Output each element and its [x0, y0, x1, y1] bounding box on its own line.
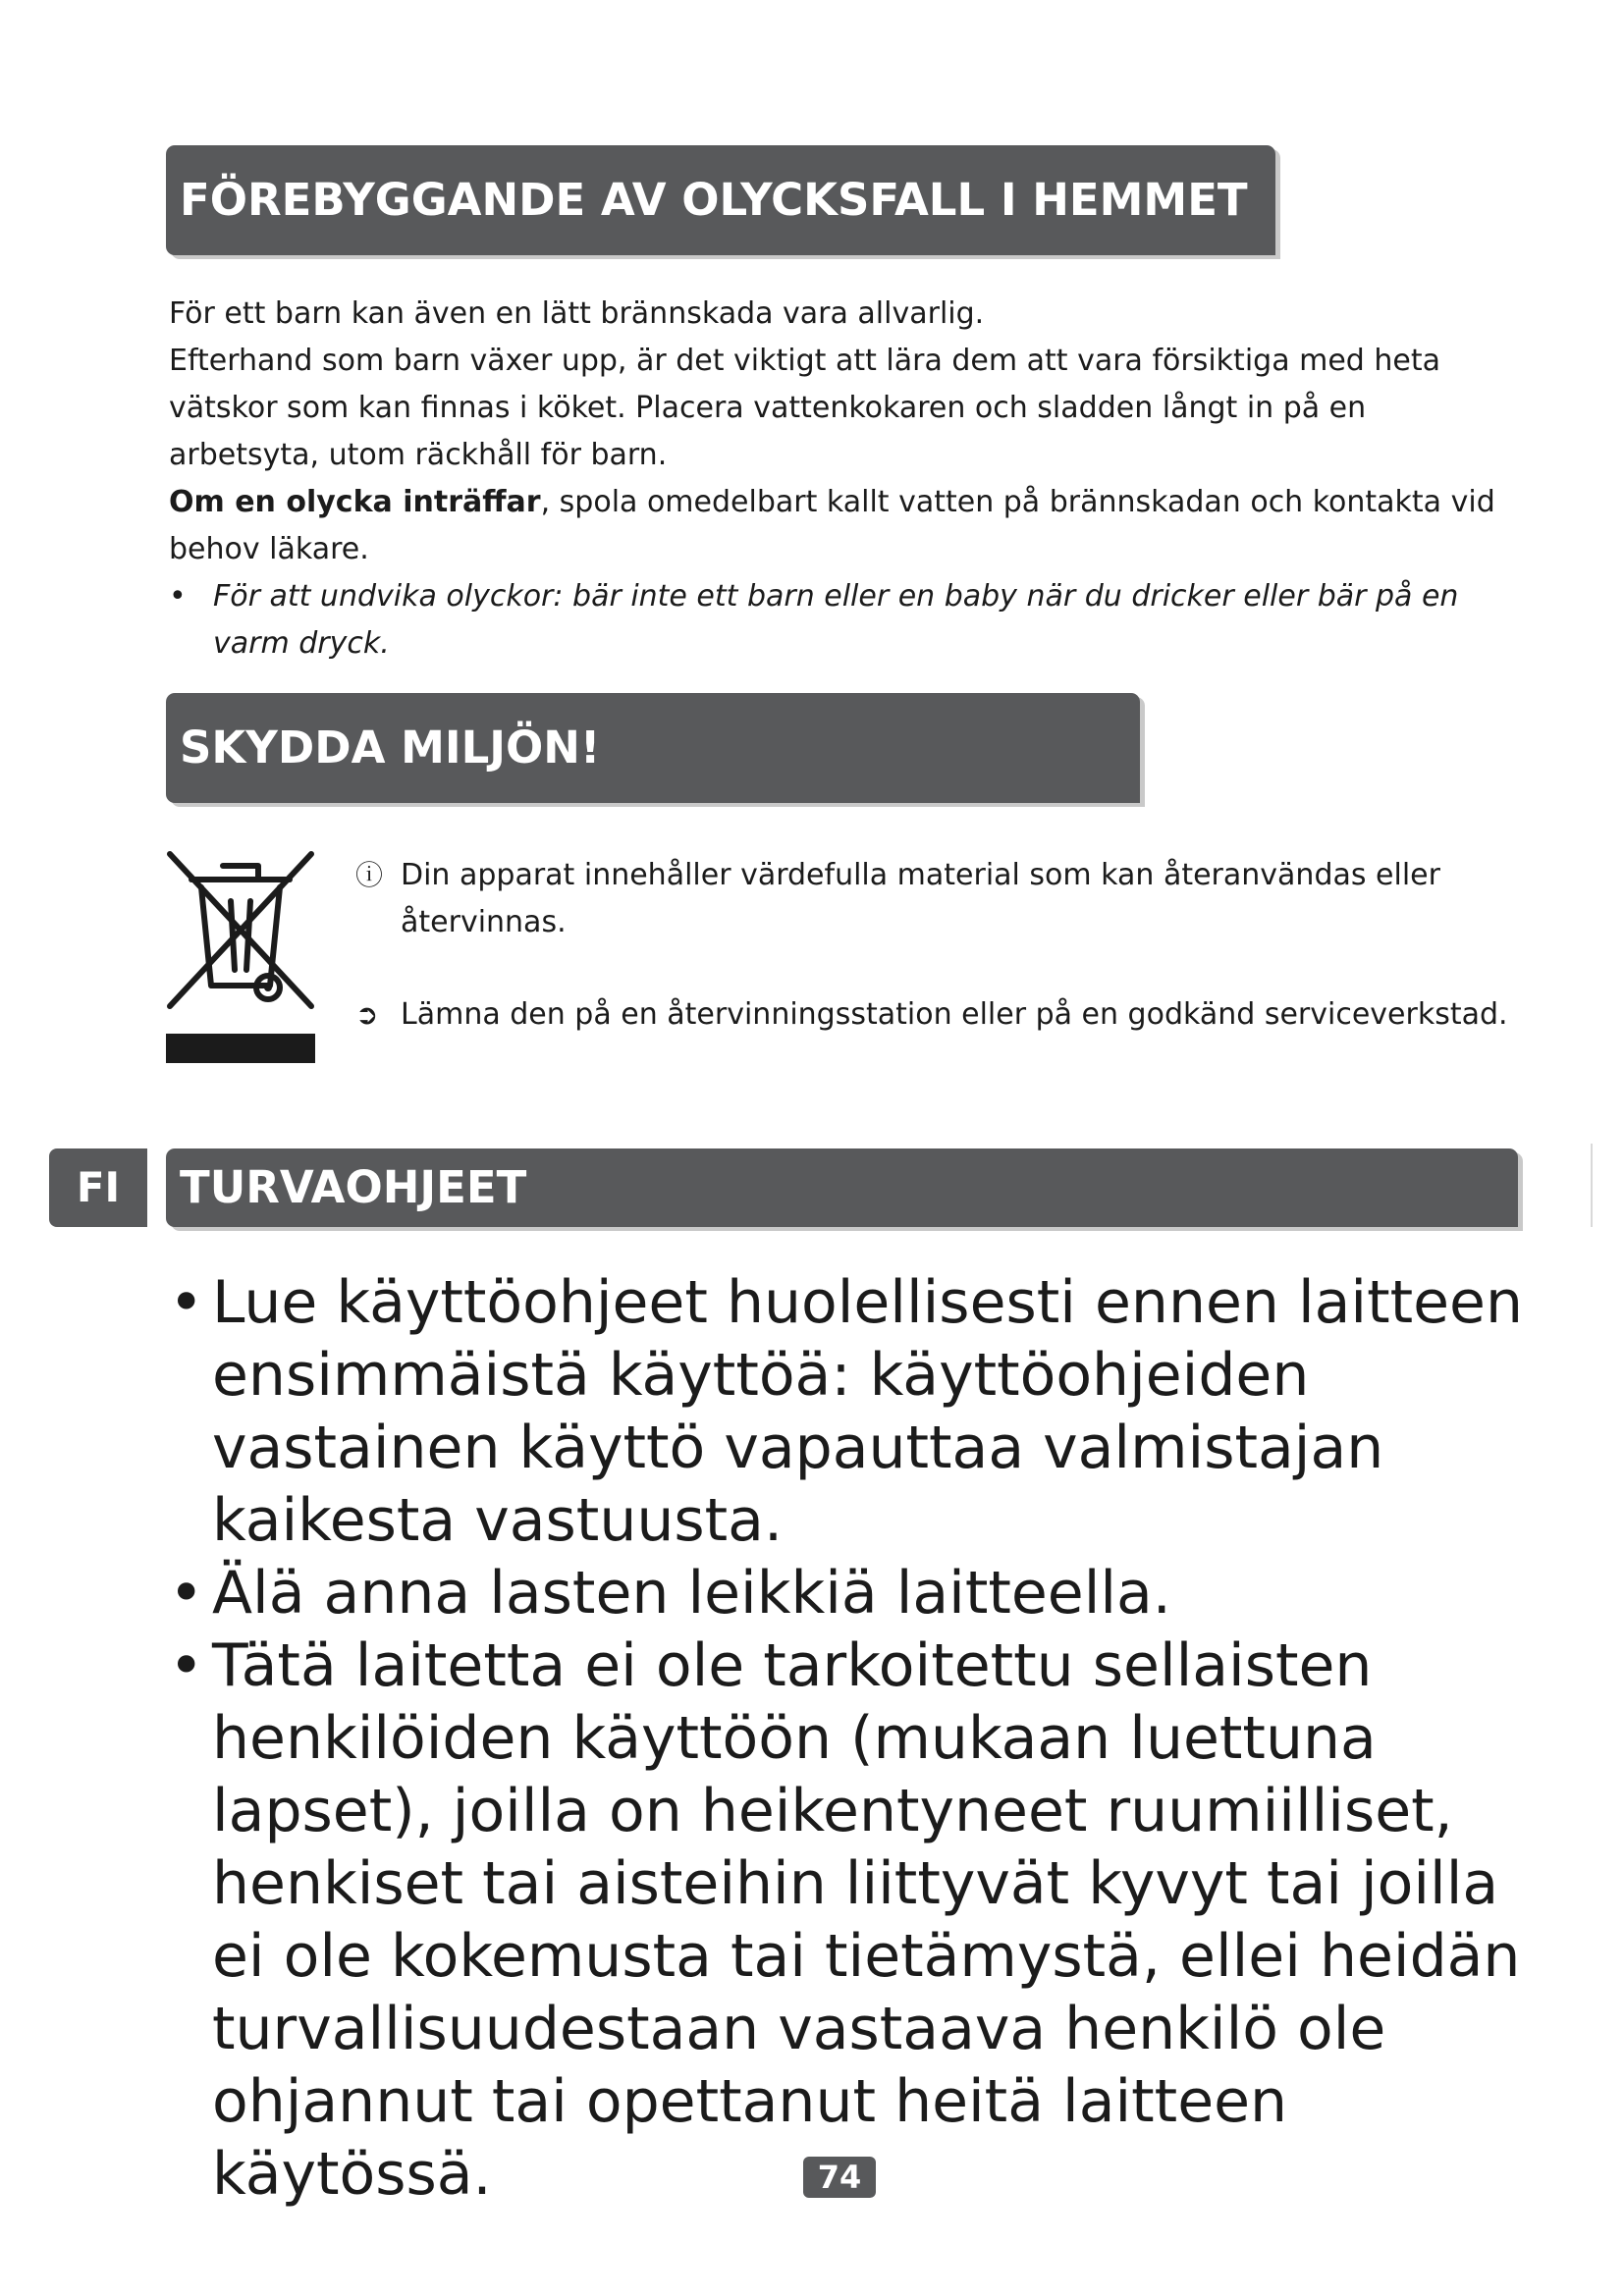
bullet-dot: • [169, 1559, 204, 1628]
safety-bullet-children-play [169, 1557, 1543, 1629]
section-title-safety: TURVAOHJEET [166, 1148, 1518, 1227]
section-title-accident-prevention: FÖREBYGGANDE AV OLYCKSFALL I HEMMET [166, 145, 1275, 255]
weee-crossed-bin-icon [162, 844, 319, 1065]
info-icon: ⓘ [355, 859, 384, 891]
if-accident-rest: , spola omedelbart kallt vatten på brännskadan och kontakta vid behov läkare. [169, 485, 1495, 566]
safety-bullet-text: Lue käyttöohjeet huolellisesti ennen laitteen ensimmäistä käyttöä: käyttöohjeiden vastainen käyttö vapauttaa valmistajan kaikesta vastuusta. [212, 1268, 1523, 1555]
safety-bullet-reduced-capabilities [169, 1629, 1543, 2211]
env-item-recycling-station [355, 991, 1524, 1039]
margin-line [1591, 1144, 1593, 1227]
bullet-dot: • [169, 1631, 204, 1700]
safety-bullet-read-instructions [169, 1266, 1543, 1557]
bullet-avoid-accidents [169, 573, 1524, 667]
language-tab-fi: FI [49, 1148, 147, 1227]
paragraph-if-accident [169, 479, 1524, 573]
env-item-valuable-materials-text: Din apparat innehåller värdefulla material som kan återanvändas eller återvinnas. [401, 858, 1440, 939]
bullet-avoid-accidents-text: För att undvika olyckor: bär inte ett barn eller en baby när du dricker eller bär på en varm dryck. [213, 579, 1459, 661]
page-number: 74 [803, 2157, 876, 2198]
section-title-environment: SKYDDA MILJÖN! [166, 693, 1140, 803]
env-item-valuable-materials [355, 852, 1524, 946]
bullet-dot: • [169, 579, 187, 614]
if-accident-bold: Om en olycka inträffar [169, 485, 541, 519]
paragraph-teach-children: Efterhand som barn växer upp, är det viktigt att lära dem att vara försiktiga med heta vätskor som kan finnas i köket. Placera vattenkokaren och sladden långt in på en arbetsyta, utom räckhåll för barn. [169, 344, 1440, 472]
env-item-recycling-station-text: Lämna den på en återvinningsstation eller på en godkänd serviceverkstad. [401, 997, 1508, 1032]
arrow-icon: ➲ [355, 998, 379, 1031]
bullet-dot: • [169, 1268, 204, 1337]
safety-bullet-text: Älä anna lasten leikkiä laitteella. [212, 1559, 1171, 1628]
paragraph-burn-severity: För ett barn kan även en lätt brännskada vara allvarlig. [169, 296, 985, 331]
safety-bullet-text: Tätä laitetta ei ole tarkoitettu sellaisten henkilöiden käyttöön (mukaan luettuna lapset), joilla on heikentyneet ruumiilliset, henkiset tai aisteihin liittyvät kyvyt tai joilla ei ole kokemusta tai tietämystä, ellei heidän turvallisuudestaan vastaava henkilö ole ohjannut tai opettanut heitä laitteen käytössä. [212, 1631, 1521, 2209]
